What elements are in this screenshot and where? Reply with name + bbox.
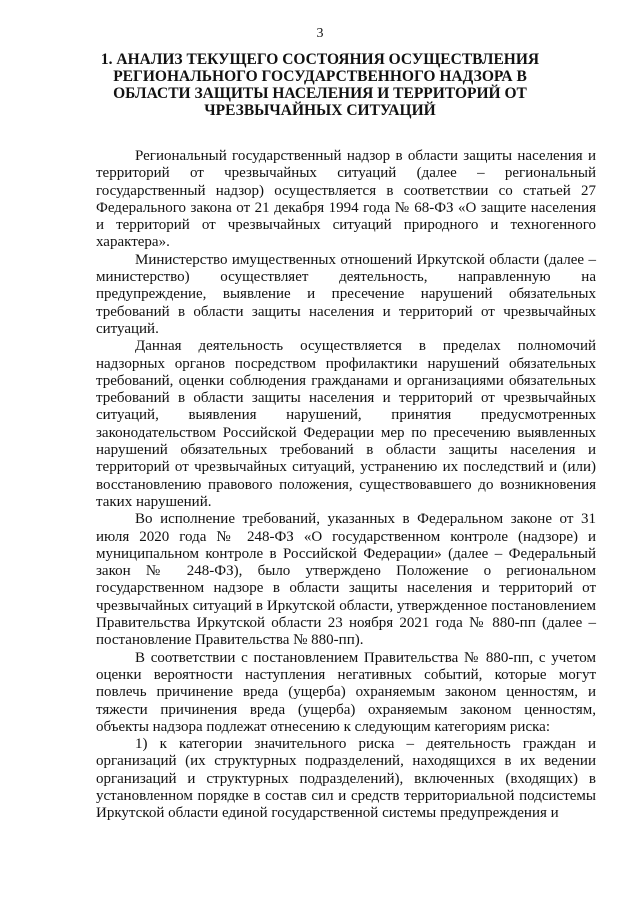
paragraph: В соответствии с постановлением Правительства № 880-пп, с учетом оценки вероятности наступления негативных событий, которые могут повлечь причинение вреда (ущерба) охраняемым законом ценностям, и тяжести причинения вреда (ущерба) охраняемым законом ценностям, объекты надзора подлежат отнесению к следующим категориям риска:	[96, 649, 596, 735]
paragraph: Региональный государственный надзор в области защиты населения и территорий от чрезвычайных ситуаций (далее – региональный государственный надзор) осуществляется в соответствии со статьей 27 Федерального закона от 21 декабря 1994 года № 68-ФЗ «О защите населения и территорий от чрезвычайных ситуаций природного и техногенного характера».	[96, 148, 596, 251]
section-title: 1. АНАЛИЗ ТЕКУЩЕГО СОСТОЯНИЯ ОСУЩЕСТВЛЕНИЯ РЕГИОНАЛЬНОГО ГОСУДАРСТВЕННОГО НАДЗОРА В ОБЛАСТИ ЗАЩИТЫ НАСЕЛЕНИЯ И ТЕРРИТОРИЙ ОТ ЧРЕЗВЫЧАЙНЫХ СИТУАЦИЙ	[100, 51, 540, 119]
paragraph: Данная деятельность осуществляется в пределах полномочий надзорных органов посредством профилактики нарушений обязательных требований, оценки соблюдения гражданами и организациями обязательных требований в области защиты населения и территорий от чрезвычайных ситуаций, выявления нарушений, принятия предусмотренных законодательством Российской Федерации мер по пресечению выявленных нарушений обязательных требований в области защиты населения и территорий от чрезвычайных ситуаций, устранению их последствий и (или) восстановлению правового положения, существовавшего до возникновения таких нарушений.	[96, 338, 596, 510]
paragraph: Министерство имущественных отношений Иркутской области (далее – министерство) осуществляет деятельность, направленную на предупреждение, выявление и пресечение нарушений обязательных требований в области защиты населения и территорий от чрезвычайных ситуаций.	[96, 251, 596, 337]
paragraph: 1) к категории значительного риска – деятельность граждан и организаций (их структурных подразделений, находящихся в их ведении организаций и структурных подразделений), включенных (входящих) в установленном порядке в состав сил и средств территориальной подсистемы Иркутской области единой государственной системы предупреждения и	[96, 736, 596, 822]
page-number: 3	[316, 26, 324, 41]
document-body	[96, 148, 596, 823]
paragraph: Во исполнение требований, указанных в Федеральном законе от 31 июля 2020 года № 248-ФЗ «О государственном контроле (надзоре) и муниципальном контроле в Российской Федерации» (далее – Федеральный закон № 248-ФЗ), было утверждено Положение о региональном государственном надзоре в области защиты населения и территорий от чрезвычайных ситуаций в Иркутской области, утвержденное постановлением Правительства Иркутской области 23 ноября 2021 года № 880-пп (далее – постановление Правительства № 880-пп).	[96, 511, 596, 649]
